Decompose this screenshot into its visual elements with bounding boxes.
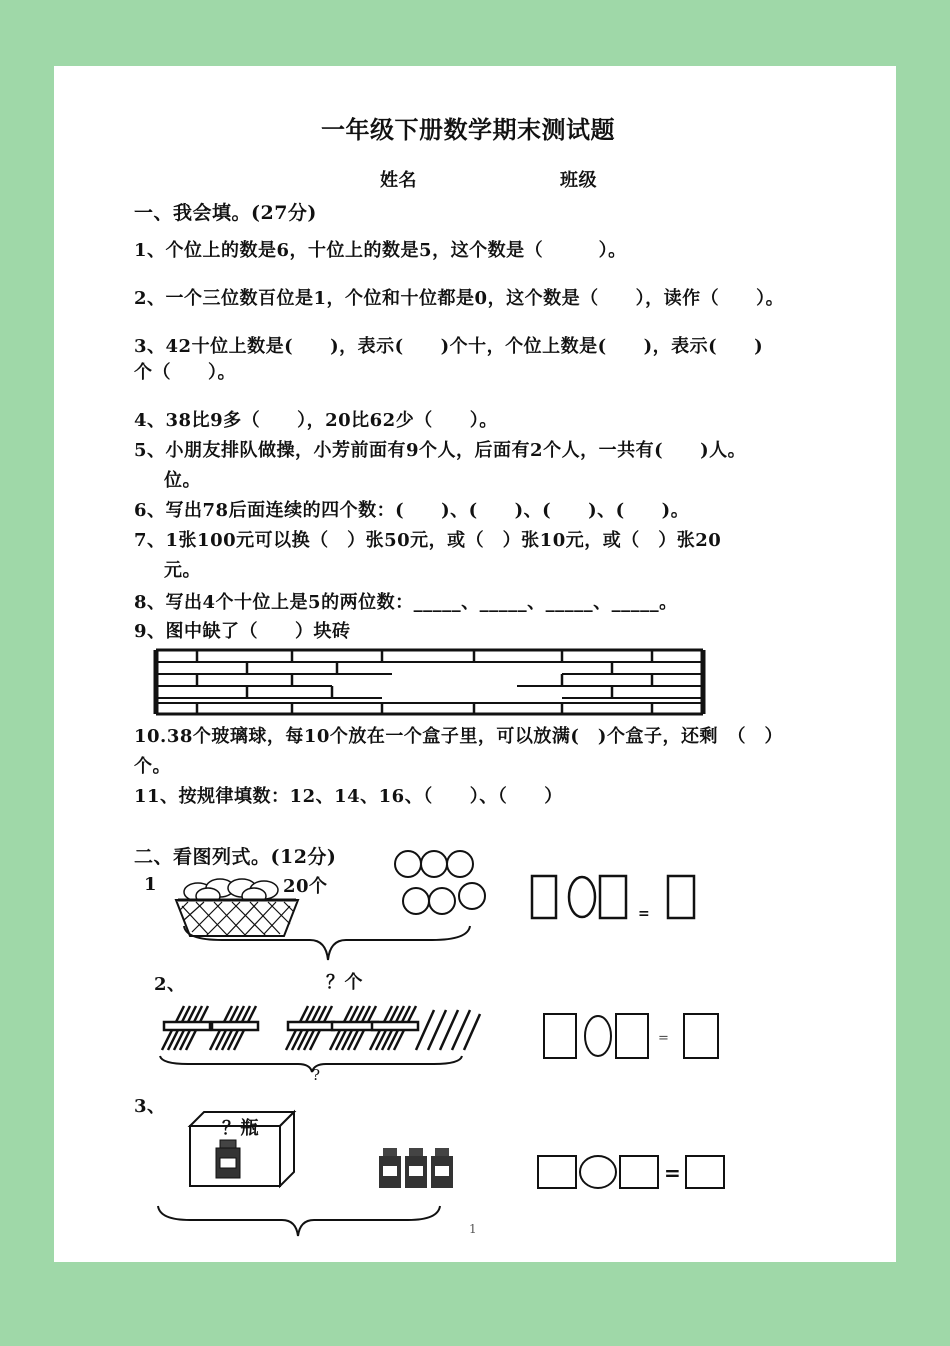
- question-5-line2: 位。: [164, 470, 201, 491]
- class-label: 班级: [560, 170, 597, 191]
- brick-wall-figure: [152, 648, 708, 716]
- question-3-line2: 个（ ）。: [134, 362, 236, 383]
- problem-3-label: ？瓶: [222, 1118, 259, 1139]
- problem-3-number: 3、: [134, 1096, 166, 1117]
- question-8: 8、写出4个十位上是5的两位数：_____、_____、_____、_____。: [134, 592, 678, 613]
- question-10-line2: 个。: [134, 756, 171, 777]
- equation-boxes-3: [536, 1152, 728, 1192]
- section1-heading: 一、我会填。(27分): [134, 202, 317, 224]
- brace-icon-2: [158, 1054, 464, 1074]
- question-1: 1、个位上的数是6，十位上的数是5，这个数是（ ）。: [134, 240, 627, 261]
- equation-boxes-2: [542, 1010, 722, 1062]
- worksheet-page: [54, 66, 896, 1262]
- question-4: 4、38比9多（ ），20比62少（ ）。: [134, 410, 498, 431]
- three-bottles-icon: [376, 1148, 456, 1190]
- page-title: 一年级下册数学期末测试题: [321, 115, 615, 144]
- section2-heading: 二、看图列式。(12分): [134, 846, 337, 868]
- question-10-line1: 10.38个玻璃球，每10个放在一个盒子里，可以放满( )个盒子，还剩 （ ）: [134, 726, 783, 747]
- equals-sign-3: =: [664, 1161, 681, 1185]
- problem-2-number: 2、: [154, 974, 186, 995]
- question-3-line1: 3、42十位上数是( )，表示( )个十，个位上数是( )，表示( ): [134, 336, 764, 357]
- question-2: 2、一个三位数百位是1，个位和十位都是0，这个数是（ ），读作（ ）。: [134, 288, 785, 309]
- equation-boxes-1: [530, 872, 700, 922]
- page-number: 1: [469, 1222, 478, 1236]
- question-9: 9、图中缺了（ ）块砖: [134, 621, 351, 642]
- equals-sign-2: =: [658, 1031, 669, 1046]
- problem-2-label: ？个: [326, 972, 363, 993]
- question-7-line1: 7、1张100元可以换（ ）张50元，或（ ）张10元，或（ ）张20: [134, 530, 722, 551]
- question-6: 6、写出78后面连续的四个数：( )、( )、( )、( )。: [134, 500, 690, 521]
- question-5-line1: 5、小朋友排队做操，小芳前面有9个人，后面有2个人，一共有( )人。: [134, 440, 747, 461]
- stick-bundles-icon: [158, 1002, 480, 1056]
- problem-2-question-mark: ?: [312, 1066, 321, 1084]
- brace-icon: [182, 924, 472, 964]
- question-7-line2: 元。: [164, 560, 201, 581]
- name-label: 姓名: [380, 170, 417, 191]
- equals-sign-1: =: [638, 906, 650, 922]
- circles-icon: [392, 846, 488, 918]
- problem-1-number: 1: [144, 874, 158, 895]
- question-11: 11、按规律填数：12、14、16、（ ）、（ ）: [134, 786, 563, 807]
- problem-1-label: 20个: [283, 876, 328, 897]
- brace-icon-3: [156, 1204, 442, 1238]
